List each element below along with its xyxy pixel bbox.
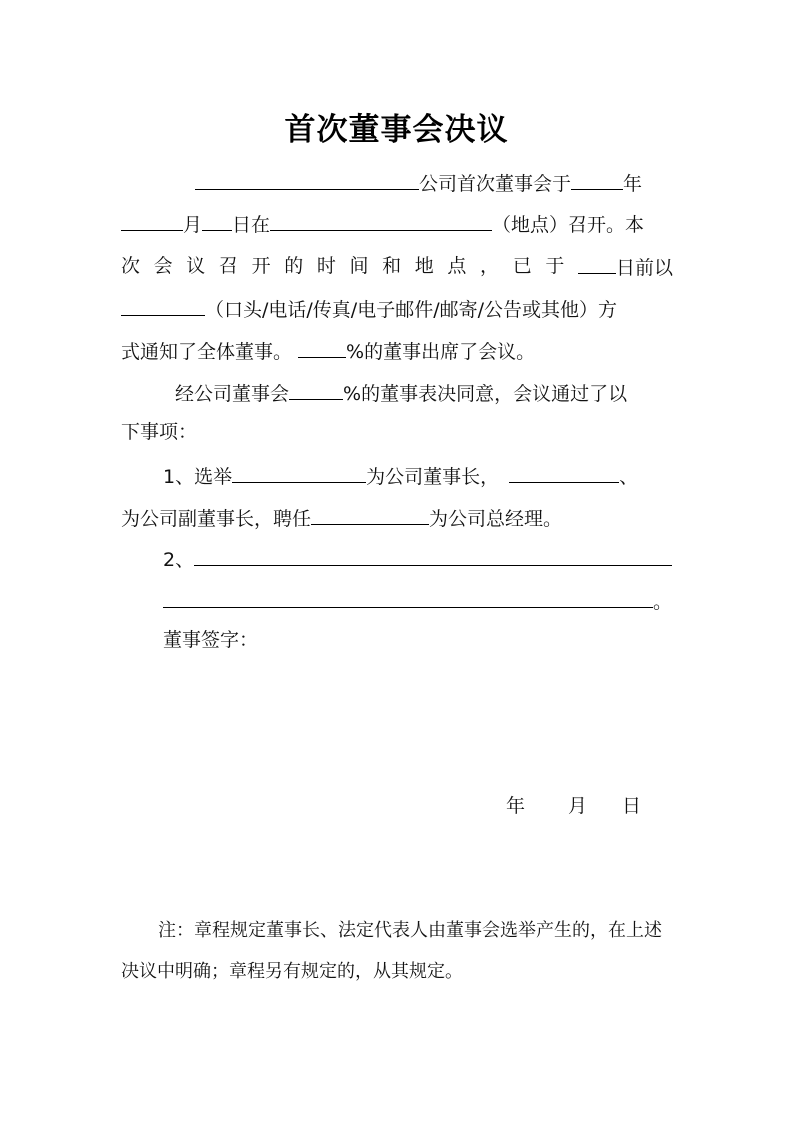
- place-note: （地点）召开。本: [492, 214, 645, 236]
- notice-char: 点: [447, 255, 467, 277]
- vote-prefix: 经公司董事会: [175, 383, 290, 405]
- notice-char: 召: [218, 255, 238, 277]
- notice-char: 和: [382, 255, 402, 277]
- notice-char: 次: [121, 255, 141, 277]
- date-day: 日: [622, 795, 642, 817]
- p2-line2: [121, 418, 197, 446]
- item2-line1: [163, 544, 672, 572]
- notice-method-blank[interactable]: [121, 294, 205, 316]
- separator-text: 、: [619, 466, 639, 488]
- item2-line2: [163, 586, 672, 614]
- notice-char: 已: [512, 255, 532, 277]
- item2-end: 。: [653, 591, 673, 613]
- notice-char: 会: [153, 255, 173, 277]
- note-line2: 决议中明确；章程另有规定的，从其规定。: [121, 961, 463, 982]
- p2-line1: [175, 378, 627, 406]
- matters-label: 下事项：: [121, 421, 198, 443]
- attendance-percent-blank[interactable]: [298, 336, 346, 358]
- p1-line3: [121, 252, 673, 280]
- signing-date: [0, 792, 793, 820]
- date-month: 月: [568, 795, 588, 817]
- item1-line2: [121, 503, 562, 531]
- p1-line4: [121, 294, 617, 322]
- notice-char: ，: [480, 255, 500, 277]
- director-signature-label: 董事签字：: [163, 629, 259, 651]
- company-meeting-text: 公司首次董事会于: [419, 173, 572, 195]
- other-matters-blank[interactable]: [194, 544, 672, 566]
- attendance-text: %的董事出席了会议。: [346, 341, 536, 363]
- note-line1: 注：章程规定董事长、法定代表人由董事会选举产生的，在上述: [158, 920, 662, 941]
- days-before-blank[interactable]: [578, 252, 616, 274]
- vote-suffix: %的董事表决同意，会议通过了以: [343, 383, 628, 405]
- item1-number: 1、选举: [163, 466, 233, 488]
- notice-char: 地: [414, 255, 434, 277]
- p1-line5: [121, 336, 535, 364]
- year-label: 年: [623, 173, 643, 195]
- item1-line1: [163, 461, 638, 489]
- general-manager-text: 为公司总经理。: [429, 508, 563, 530]
- other-matters-blank-2[interactable]: [163, 586, 653, 608]
- notice-char: 于: [545, 255, 565, 277]
- company-name-blank[interactable]: [195, 168, 419, 190]
- general-manager-blank[interactable]: [311, 503, 429, 525]
- month-label: 月: [183, 214, 203, 236]
- p1-line2: [121, 209, 644, 237]
- notice-char: 议: [186, 255, 206, 277]
- document-title: 首次董事会决议: [284, 112, 509, 148]
- place-blank[interactable]: [270, 209, 492, 231]
- notice-methods-text: （口头/电话/传真/电子邮件/邮寄/公告或其他）方: [205, 299, 618, 321]
- day-before-label: 日前以: [615, 257, 673, 279]
- vice-chairman-blank[interactable]: [509, 461, 619, 483]
- year-blank[interactable]: [571, 168, 623, 190]
- notice-char: 间: [349, 255, 369, 277]
- vice-chairman-text: 为公司副董事长，聘任: [121, 508, 312, 530]
- vote-percent-blank[interactable]: [289, 378, 343, 400]
- chairman-text: 为公司董事长，: [366, 466, 500, 488]
- date-year: 年: [506, 795, 526, 817]
- notice-char: 时: [316, 255, 336, 277]
- notice-char: 的: [284, 255, 304, 277]
- notified-text: 式通知了全体董事。: [121, 341, 293, 363]
- item2-number: 2、: [163, 549, 195, 571]
- month-blank[interactable]: [121, 209, 183, 231]
- day-blank[interactable]: [202, 209, 232, 231]
- notice-char: 开: [251, 255, 271, 277]
- day-at-label: 日在: [232, 214, 271, 236]
- p1-line1: [195, 168, 642, 196]
- chairman-blank[interactable]: [232, 461, 366, 483]
